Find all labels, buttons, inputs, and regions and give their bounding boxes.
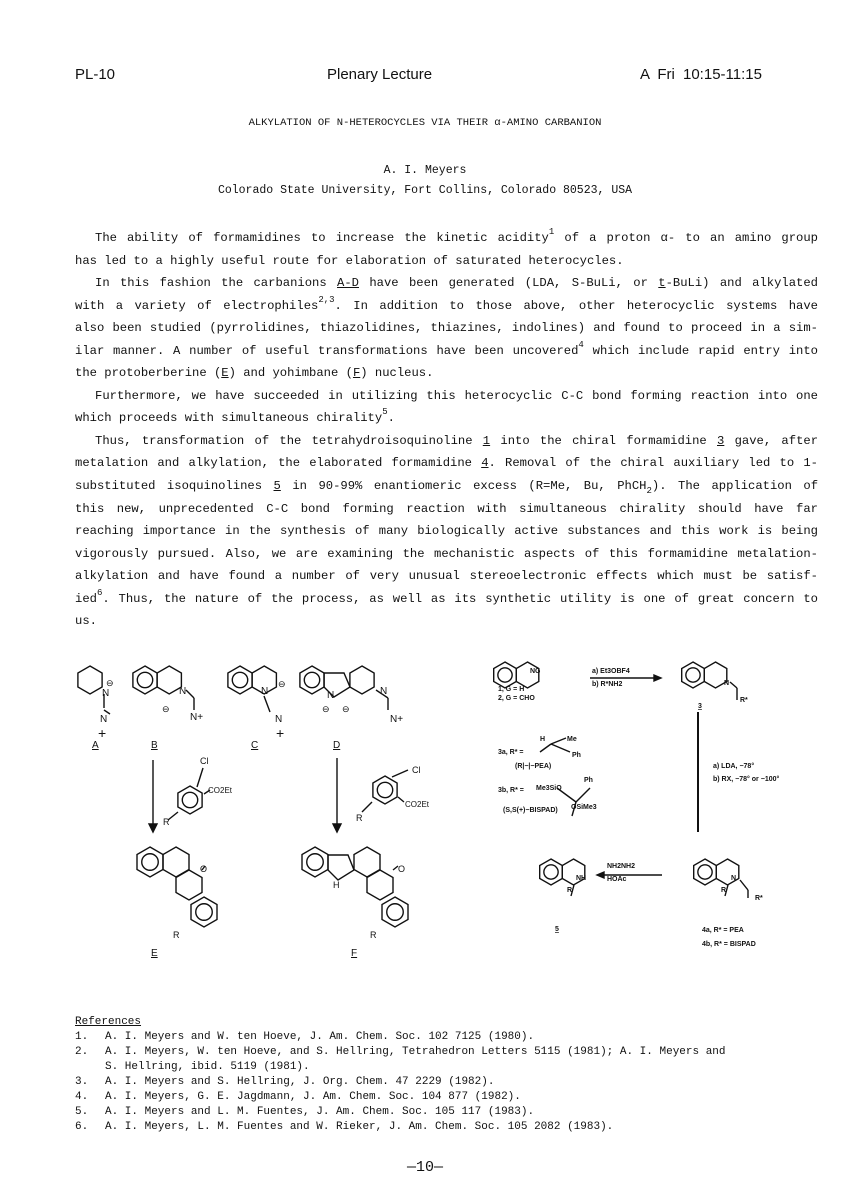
reference-number: 4.	[75, 1091, 89, 1103]
atom-n: N	[261, 686, 269, 697]
text-segment: 4	[481, 456, 489, 471]
atom-n-tbu: N+	[390, 714, 404, 725]
reference-text: A. I. Meyers and L. M. Fuentes, J. Am. Chem. Soc. 105 117 (1983).	[105, 1106, 535, 1118]
atom-r: R	[356, 813, 363, 823]
text-segment: 2	[646, 486, 652, 497]
substituent-3b-name: (S,S(+)−BISPAD)	[503, 807, 558, 814]
text-line	[75, 296, 818, 319]
atom-n: N	[100, 714, 108, 725]
text-segment: has led to a highly useful route for elaboration of saturated heterocycles.	[75, 253, 624, 268]
aromatic-circle	[232, 672, 247, 687]
atom-r: R	[370, 930, 377, 940]
text-segment: ied	[75, 591, 97, 606]
atom-r: R	[721, 887, 727, 894]
benzene-ring	[300, 666, 324, 694]
text-line	[75, 499, 818, 522]
text-segment: this new, unprecedented C-C bond forming reaction with simultaneous chirality should have far	[75, 501, 818, 516]
group-ng: NG	[530, 668, 541, 675]
bond	[740, 880, 748, 890]
compound-3: 3	[698, 703, 702, 710]
text-segment: 1	[482, 433, 491, 448]
reaction-arrows	[149, 675, 698, 878]
substituent-3a: 3a, R* =	[498, 749, 524, 756]
bond	[576, 788, 590, 802]
atom-nh: NH	[576, 875, 587, 882]
reagent-b: b) R*NH2	[592, 681, 623, 688]
bond	[551, 738, 566, 744]
text-segment: 3	[717, 433, 725, 448]
carbanion-sign: ⊖	[342, 704, 350, 714]
text-line	[75, 611, 818, 634]
text-segment: In this fashion the carbanions	[95, 276, 338, 291]
arrowhead	[149, 824, 157, 832]
text-segment: with a variety of electrophiles	[75, 298, 319, 313]
text-segment: . Thus, the nature of the process, as well as its synthetic utility is one of great concern to	[102, 591, 818, 606]
bond	[168, 812, 178, 820]
atom-n: N	[179, 686, 187, 697]
aromatic-circle	[142, 854, 159, 871]
text-segment: -BuLi) and alkylated	[665, 276, 818, 291]
aromatic-circle	[196, 904, 213, 921]
reference-item	[75, 1090, 835, 1105]
saturated-ring	[176, 870, 202, 900]
bond	[197, 768, 203, 787]
molecule-structures	[78, 662, 748, 927]
arrowhead	[333, 824, 341, 832]
text-segment: . Removal of the chiral auxiliary led to 1-	[488, 456, 818, 471]
condition-a: a) LDA, −78°	[713, 763, 755, 770]
benzene-ring	[137, 847, 163, 877]
reference-number: 5.	[75, 1106, 89, 1118]
reference-text: A. I. Meyers, G. E. Jagdmann, J. Am. Chem. Soc. 104 877 (1982).	[105, 1091, 521, 1103]
atom-n: N	[102, 688, 110, 699]
bond	[730, 682, 737, 688]
text-segment: the protoberberine (	[75, 366, 222, 381]
saturated-ring	[516, 662, 539, 688]
reference-text: S. Hellring, ibid. 5119 (1981).	[105, 1061, 310, 1073]
reagent-hydrazine: NH2NH2	[607, 863, 636, 870]
atom-cl: Cl	[200, 756, 209, 766]
label-e: E	[151, 948, 158, 959]
aromatic-circle	[182, 792, 197, 807]
compound-2: 2, G = CHO	[498, 695, 535, 702]
benzene-ring	[133, 666, 157, 694]
text-segment: vigorously pursued. Also, we are examining the mechanistic aspects of this formamidine metalation-	[75, 546, 818, 561]
text-segment: alkylation and have found a number of very unusual stereoelectronic effects which must be satisf-	[75, 569, 818, 584]
references-heading: References	[75, 1016, 142, 1028]
benzene-ring	[228, 666, 252, 694]
reagent-hoac: HOAc	[607, 876, 627, 883]
reference-text: A. I. Meyers and W. ten Hoeve, J. Am. Chem. Soc. 102 7125 (1980).	[105, 1031, 535, 1043]
reagent-a: a) Et3OBF4	[592, 668, 630, 675]
bond	[264, 696, 270, 712]
atom-o: O	[200, 864, 208, 874]
benzene-ring	[191, 897, 217, 927]
condition-b: b) RX, −78° or −100°	[713, 776, 780, 783]
text-segment: Thus, transformation of the tetrahydroisoquinoline	[95, 433, 483, 448]
saturated-ring	[367, 870, 393, 900]
text-line	[75, 453, 818, 476]
atom-n: N	[731, 875, 737, 882]
text-segment: in 90-99% enantiomeric excess (R=Me, Bu, PhCH	[280, 479, 647, 494]
citation-superscript: 5	[382, 407, 388, 418]
text-segment: gave, after	[724, 433, 819, 448]
text-segment: A-D	[337, 276, 359, 291]
reference-item	[75, 1120, 835, 1135]
lecture-code: PL-10	[75, 66, 116, 83]
group-ph: Ph	[572, 752, 581, 759]
reference-text: A. I. Meyers, W. ten Hoeve, and S. Hellring, Tetrahedron Letters 5115 (1981); A. I. Meyers and	[105, 1046, 726, 1058]
reference-text: A. I. Meyers, L. M. Fuentes and W. Rieker, J. Am. Chem. Soc. 105 2082 (1983).	[105, 1121, 614, 1133]
benzene-ring	[494, 662, 517, 688]
carbanion-sign: ⊖	[322, 704, 330, 714]
saturated-ring	[350, 666, 374, 694]
text-line	[75, 363, 818, 386]
carbanion-sign: ⊖	[106, 678, 114, 688]
citation-superscript: 2,3	[318, 294, 335, 305]
benzene-ring	[373, 776, 397, 804]
text-line	[75, 431, 818, 454]
text-line	[75, 386, 818, 409]
text-segment: into the chiral formamidine	[490, 433, 717, 448]
compound-1: 1, G = H	[498, 686, 525, 693]
reference-text: A. I. Meyers and S. Hellring, J. Org. Chem. 47 2229 (1982).	[105, 1076, 495, 1088]
saturated-ring	[157, 666, 181, 694]
citation-superscript: 1	[548, 227, 555, 237]
citation-superscript: 4	[578, 339, 584, 350]
abstract-body	[75, 228, 818, 634]
text-segment: of a proton α- to an amino group	[554, 231, 818, 245]
aromatic-circle	[304, 672, 319, 687]
aromatic-circle	[698, 865, 712, 879]
group-co2et: CO2Et	[208, 786, 233, 795]
section-title: Plenary Lecture	[327, 66, 433, 83]
tbu-plus: +	[98, 725, 107, 741]
group-me: Me	[567, 736, 577, 743]
text-segment: 5	[273, 479, 281, 494]
text-segment: F	[352, 366, 361, 381]
benzene-ring	[694, 859, 717, 885]
text-segment: E	[221, 366, 229, 381]
text-segment: have been generated (LDA, S-BuLi, or	[358, 276, 659, 291]
text-line	[75, 251, 818, 274]
group-ph: Ph	[584, 777, 593, 784]
reference-item	[75, 1105, 835, 1120]
aromatic-circle	[544, 865, 558, 879]
text-line	[75, 408, 818, 431]
atom-h: H	[540, 736, 546, 743]
compound-4b: 4b, R* = BISPAD	[702, 941, 756, 948]
reference-number: 2.	[75, 1046, 89, 1058]
group-tms-ether: Me3SiO	[536, 785, 562, 792]
session-time: A Fri 10:15-11:15	[640, 66, 762, 83]
carbanion-sign: ⊖	[162, 704, 170, 714]
label-b: B	[151, 740, 158, 751]
group-otms: OSiMe3	[571, 804, 597, 811]
atom-n: N	[380, 686, 388, 697]
tbu-plus: +	[276, 725, 285, 741]
atom-n: N	[724, 680, 730, 687]
text-line	[75, 273, 818, 296]
text-segment: also been studied (pyrrolidines, thiazolidines, thiazines, indolines) and found to proceed in a sim-	[75, 321, 818, 336]
text-segment: which proceeds with simultaneous chirality	[75, 411, 383, 426]
substituent-3a-name: (R|−|−PEA)	[515, 763, 552, 770]
carbanion-sign: ⊖	[278, 679, 286, 689]
atom-r: R	[567, 887, 573, 894]
text-segment: metalation and alkylation, the elaborated formamidine	[75, 456, 482, 471]
compound-5: 5	[555, 926, 559, 933]
text-segment: t	[658, 276, 666, 291]
text-segment: ilar manner. A number of useful transformations have been uncovered	[75, 343, 579, 358]
reference-item	[75, 1045, 835, 1060]
bond	[398, 797, 404, 802]
text-line	[75, 566, 818, 589]
label-f: F	[351, 948, 358, 959]
aromatic-circle	[137, 672, 152, 687]
atom-cl: Cl	[412, 765, 421, 775]
reference-list	[75, 1030, 835, 1135]
author: A. I. Meyers	[383, 164, 467, 177]
reference-number: 1.	[75, 1031, 89, 1043]
reference-item	[75, 1075, 835, 1090]
text-segment: which include rapid entry into	[583, 343, 818, 358]
aromatic-circle	[498, 668, 512, 682]
references	[75, 1016, 835, 1135]
benzene-ring	[178, 786, 202, 814]
affiliation: Colorado State University, Fort Collins, Colorado 80523, USA	[217, 184, 633, 197]
bond	[540, 744, 551, 752]
text-line	[75, 544, 818, 567]
benzene-ring	[382, 897, 408, 927]
reaction-scheme	[0, 640, 850, 1010]
bond	[362, 802, 372, 812]
text-line	[75, 521, 818, 544]
text-line	[75, 476, 818, 499]
benzene-ring	[540, 859, 563, 885]
bond	[551, 744, 570, 752]
label-d: D	[333, 740, 341, 751]
aromatic-circle	[377, 782, 392, 797]
text-segment: The ability of formamidines to increase the kinetic acidity	[95, 231, 549, 245]
bond	[186, 690, 194, 698]
reference-number: 3.	[75, 1076, 89, 1088]
text-segment: us.	[75, 614, 97, 629]
text-line	[75, 589, 818, 612]
text-line	[75, 318, 818, 341]
r-star: R*	[740, 697, 748, 704]
text-segment: reaching importance in the synthesis of many biologically active substances and this work is being	[75, 524, 818, 539]
label-a: A	[92, 740, 99, 751]
text-segment: . In addition to those above, other heterocyclic systems have	[334, 298, 818, 313]
atom-r: R	[173, 930, 180, 940]
reference-number: 6.	[75, 1121, 89, 1133]
atom-h: H	[333, 880, 340, 890]
page-number: —10—	[406, 1159, 443, 1176]
label-c: C	[251, 740, 259, 751]
pyrrole-ring	[328, 855, 354, 880]
text-segment: .	[387, 411, 395, 426]
benzene-ring	[682, 662, 705, 688]
text-segment: substituted isoquinolines	[75, 479, 274, 494]
substituent-3b: 3b, R* =	[498, 787, 524, 794]
paper-title: ALKYLATION OF N-HETEROCYCLES VIA THEIR α-AMINO CARBANION	[248, 117, 602, 129]
text-segment: ). The application of	[651, 479, 819, 494]
atom-o: O	[398, 864, 406, 874]
r-star: R*	[755, 895, 763, 902]
atom-r: R	[163, 817, 170, 827]
aromatic-circle	[387, 904, 404, 921]
text-segment: ) and yohimbane (	[228, 366, 353, 381]
text-segment: Furthermore, we have succeeded in utilizing this heterocyclic C-C bond forming reaction into one	[95, 388, 818, 403]
text-line	[75, 228, 818, 251]
saturated-ring	[78, 666, 102, 694]
bond	[392, 770, 408, 777]
atom-n-tbu: N+	[190, 712, 204, 723]
reference-item	[75, 1030, 835, 1045]
atom-n: N	[275, 714, 283, 725]
text-segment: ) nucleus.	[360, 366, 434, 381]
benzene-ring	[302, 847, 328, 877]
text-line	[75, 341, 818, 364]
atom-n: N	[327, 690, 335, 701]
aromatic-circle	[686, 668, 700, 682]
reference-item	[75, 1060, 835, 1075]
citation-superscript: 6	[96, 587, 103, 598]
aromatic-circle	[307, 854, 324, 871]
group-co2et: CO2Et	[405, 800, 430, 809]
compound-4a: 4a, R* = PEA	[702, 927, 744, 934]
